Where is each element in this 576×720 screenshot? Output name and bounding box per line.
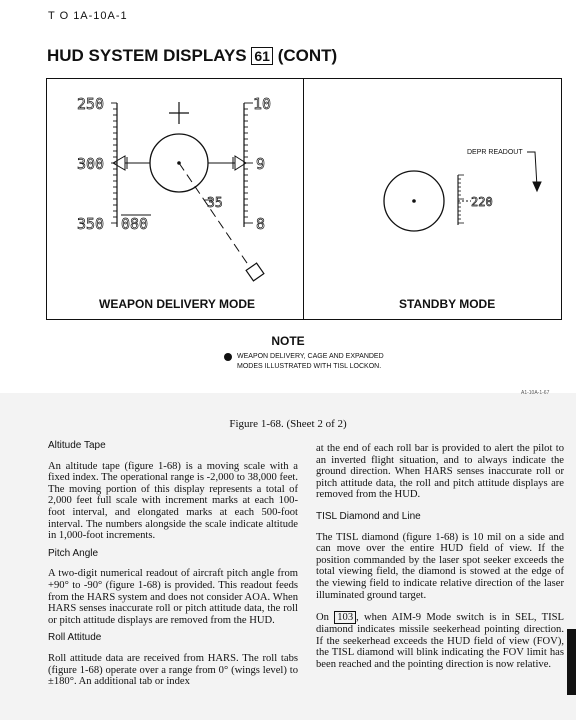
section-ref-box: 61 [251, 47, 273, 65]
hud-figure [46, 78, 562, 320]
altitude-label-300: 300 [77, 155, 105, 173]
aim9-prefix: On [316, 612, 329, 624]
pitch-label-8: 8 [256, 215, 266, 233]
right-column [316, 443, 564, 677]
depr-scale-ticks [458, 175, 464, 223]
figure-caption: Figure 1-68. (Sheet 2 of 2) [229, 418, 347, 430]
note-text-line2: MODES ILLUSTRATED WITH TISL LOCKON. [237, 363, 382, 370]
aim9-ref-box: 103 [334, 611, 356, 624]
aim9-paragraph [316, 611, 564, 670]
weapon-delivery-caption: WEAPON DELIVERY MODE [99, 297, 256, 311]
note-bullet-icon [224, 353, 232, 361]
altitude-readout: 080 [121, 215, 149, 233]
note-title: NOTE [271, 334, 305, 348]
altitude-label-350: 350 [77, 215, 105, 233]
altitude-tape-ticks [111, 103, 117, 223]
roll-index-arrow [208, 156, 246, 170]
pitch-angle-text: A two-digit numerical readout of aircraft pitch angle from +90° to -90° (figure 1-68) is provided. This readout feeds from the HARS system and does not consider AOA. When HARS senses inaccurate roll or pitch attitude data, the roll or pitch attitude displays are removed from the HUD. [48, 568, 298, 626]
depr-value: 220 [471, 195, 493, 209]
hud-diagram [47, 79, 563, 321]
tisl-line [179, 163, 249, 266]
roll-attitude-text-cont: at the end of each roll bar is provided to alert the pilot to an inverted flight situation, and to always indicate the ground direction. When HARS senses inaccurate roll or pitch attitude data, the roll and pitch attitude displays are removed from the HUD. [316, 443, 564, 501]
depr-callout-arrow [527, 152, 541, 191]
document-id: T O 1A-10A-1 [48, 10, 128, 22]
note-text [237, 352, 384, 372]
page-title-text: HUD SYSTEM DISPLAYS [47, 46, 247, 65]
pitch-label-9: 9 [256, 155, 266, 173]
tisl-diamond [245, 262, 266, 283]
altitude-label-250: 250 [77, 95, 105, 113]
roll-readout: 35 [207, 196, 223, 211]
page-title-suffix: (CONT) [277, 46, 338, 65]
pitch-label-10: 10 [253, 95, 272, 113]
tisl-text: The TISL diamond (figure 1-68) is 10 mil on a side and can move over the entire HUD field of view. If the position commanded by the laser spot seeker exceeds the total viewing field, the diamond is stowed at the edge of the viewing field to indicate relative direction of the laser illuminated ground target. [316, 531, 564, 601]
note-body [224, 352, 384, 372]
altitude-tape-heading: Altitude Tape [48, 440, 106, 451]
tisl-heading: TISL Diamond and Line [316, 510, 421, 522]
note-text-line1: WEAPON DELIVERY, CAGE AND EXPANDED [237, 353, 384, 360]
change-bar [567, 629, 576, 695]
pitch-angle-heading: Pitch Angle [48, 547, 99, 559]
depr-readout-label: DEPR READOUT [467, 149, 523, 156]
flight-path-cross [169, 102, 189, 124]
altitude-index-arrow [113, 156, 150, 170]
standby-mode-caption: STANDBY MODE [399, 297, 496, 311]
altitude-tape-text: An altitude tape (figure 1-68) is a moving scale with a fixed index. The operational range is -2,000 to 38,000 feet. The moving portion of this display represents a total of 2,000 feet full scale with increment marks at each 100-foot interval, and elongated marks at each 500-foot interval. The numbers alongside the scale indicate altitude in 1,000-foot increments. [48, 460, 298, 542]
page-title [47, 46, 337, 66]
aim9-text: , when AIM-9 Mode switch is in SEL, TISL diamond indicates missile seekerhead pointing direction. If the seekerhead exceeds the HUD field of view (FOV), the TISL diamond will blink indicating the FOV limit has been reached and the pointing direction is now relative. [316, 612, 564, 670]
roll-attitude-heading: Roll Attitude [48, 632, 102, 644]
standby-pipper [412, 199, 416, 203]
roll-attitude-text: Roll attitude data are received from HARS. The roll tabs (figure 1-68) operate over a range from 0° (wings level) to ±180°. An additional tab or index [48, 652, 298, 688]
left-column [48, 438, 298, 694]
figure-code: A1-10A-1-67 [521, 390, 550, 396]
